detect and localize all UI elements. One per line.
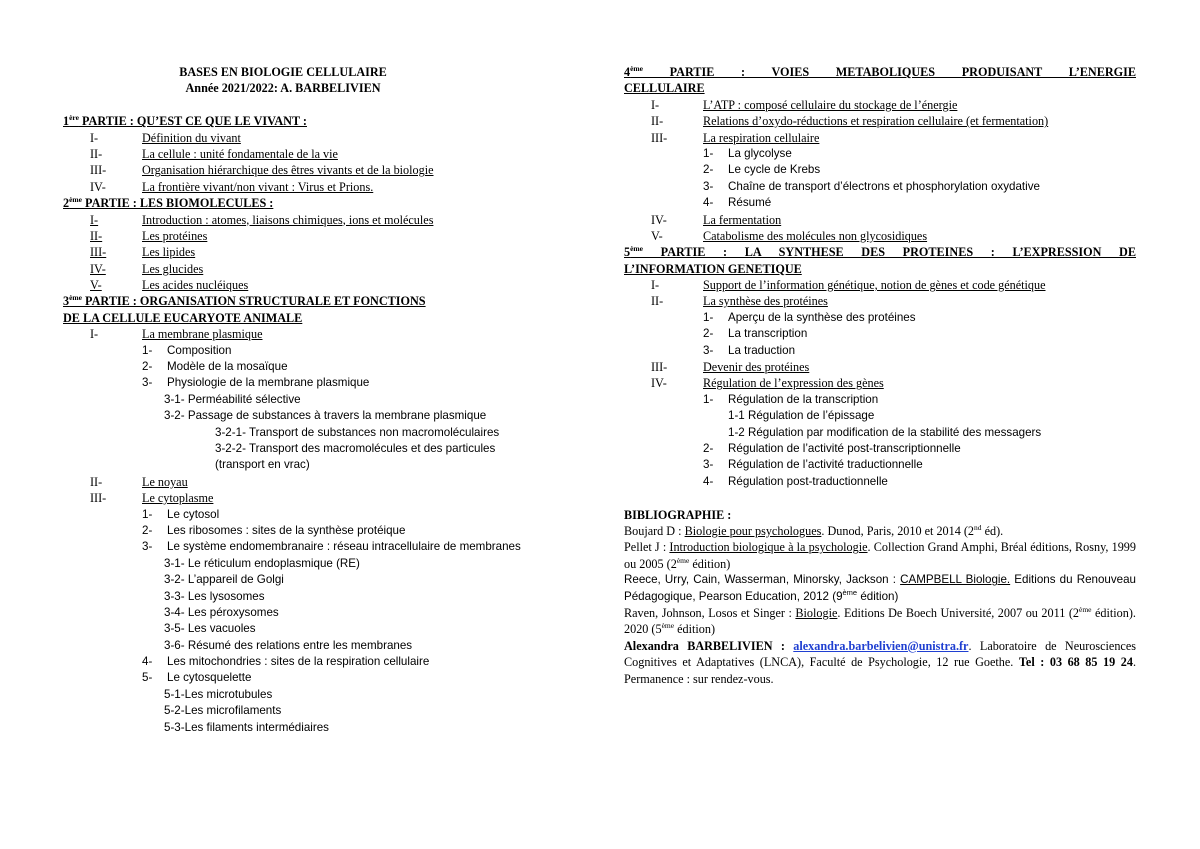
- part4-item[interactable]: I- L’ATP : composé cellulaire du stockage de l’énergie: [651, 97, 958, 112]
- skeleton-item[interactable]: 5-1-Les microtubules: [164, 687, 273, 701]
- membrane-item[interactable]: 2- Modèle de la mosaïque: [142, 360, 288, 374]
- endo-item[interactable]: 3-5- Les vacuoles: [164, 622, 256, 636]
- bibliography-ref: Reece, Urry, Cain, Wasserman, Minorsky, Jackson : CAMPBELL Biologie. Editions du Renouveau Pédagogique, Pearson Education, 2012 (9ème édition): [624, 573, 1136, 603]
- skeleton-item[interactable]: 5-2-Les microfilaments: [164, 704, 282, 718]
- part3-heading: 3ème PARTIE : ORGANISATION STRUCTURALE ET FONCTIONS: [63, 293, 426, 309]
- skeleton-item[interactable]: 5-3-Les filaments intermédiaires: [164, 720, 329, 734]
- part1-item[interactable]: II- La cellule : unité fondamentale de la vie: [90, 146, 338, 161]
- part2-heading: 2ème PARTIE : LES BIOMOLECULES :: [63, 195, 274, 211]
- part2-item[interactable]: II- Les protéines: [90, 228, 208, 243]
- part5-item[interactable]: III- Devenir des protéines: [651, 360, 810, 375]
- cyto-item[interactable]: 3- Le système endomembranaire : réseau intracellulaire de membranes: [142, 540, 521, 554]
- part3-section-membrane[interactable]: I- La membrane plasmique: [90, 327, 263, 342]
- reg-item[interactable]: 1- Régulation de la transcription: [703, 392, 879, 406]
- right-column: [624, 64, 1136, 687]
- email-link[interactable]: alexandra.barbelivien@unistra.fr: [793, 638, 969, 653]
- part1-item[interactable]: IV- La frontière vivant/non vivant : Virus et Prions.: [90, 179, 374, 194]
- part1-item[interactable]: I- Définition du vivant: [90, 130, 241, 145]
- reg-subitem[interactable]: 1-2 Régulation par modification de la stabilité des messagers: [728, 425, 1042, 439]
- resp-item[interactable]: 4- Résumé: [703, 196, 772, 210]
- resp-item[interactable]: 3- Chaîne de transport d’électrons et phosphorylation oxydative: [703, 179, 1040, 193]
- physio-item[interactable]: 3-1- Perméabilité sélective: [164, 392, 301, 406]
- membrane-item[interactable]: 1- Composition: [142, 343, 232, 357]
- reg-subitem[interactable]: 1-1 Régulation de l’épissage: [728, 409, 875, 423]
- endo-item[interactable]: 3-4- Les péroxysomes: [164, 605, 279, 619]
- part3-heading-cont: DE LA CELLULE EUCARYOTE ANIMALE: [63, 310, 303, 325]
- bibliography-heading: BIBLIOGRAPHIE :: [624, 507, 732, 522]
- endo-item[interactable]: 3-6- Résumé des relations entre les membranes: [164, 638, 413, 652]
- bibliography-ref: Pellet J : Introduction biologique à la psychologie. Collection Grand Amphi, Bréal éditions, Rosny, 1999 ou 2005 (2ème édition): [624, 540, 1136, 571]
- part2-item[interactable]: I- Introduction : atomes, liaisons chimiques, ions et molécules: [90, 212, 434, 227]
- endo-item[interactable]: 3-2- L’appareil de Golgi: [164, 573, 284, 587]
- cyto-item[interactable]: 1- Le cytosol: [142, 507, 220, 521]
- endo-item[interactable]: 3-3- Les lysosomes: [164, 589, 265, 603]
- part5-item[interactable]: I- Support de l’information génétique, notion de gènes et code génétique: [651, 278, 1046, 293]
- part4-item[interactable]: III- La respiration cellulaire: [651, 130, 820, 145]
- membrane-item[interactable]: 3- Physiologie de la membrane plasmique: [142, 376, 370, 390]
- part2-item[interactable]: IV- Les glucides: [90, 261, 204, 276]
- part2-item[interactable]: V- Les acides nucléiques: [90, 278, 249, 293]
- part5-item[interactable]: IV- Régulation de l’expression des gènes: [651, 376, 884, 391]
- part1-heading: 1ère PARTIE : QU’EST CE QUE LE VIVANT :: [63, 113, 307, 129]
- transport-item: (transport en vrac): [215, 458, 310, 472]
- part4-item[interactable]: V- Catabolisme des molécules non glycosidiques: [651, 228, 928, 243]
- reg-item[interactable]: 4- Régulation post-traductionnelle: [703, 474, 888, 488]
- bibliography-ref: Boujard D : Biologie pour psychologues. Dunod, Paris, 2010 et 2014 (2nd éd).: [624, 522, 1004, 538]
- reg-item[interactable]: 2- Régulation de l’activité post-transcriptionnelle: [703, 441, 961, 455]
- transport-item[interactable]: 3-2-1- Transport de substances non macromoléculaires: [215, 425, 500, 439]
- part5-item[interactable]: II- La synthèse des protéines: [651, 294, 828, 309]
- document-title: BASES EN BIOLOGIE CELLULAIRE: [179, 65, 387, 79]
- resp-item[interactable]: 2- Le cycle de Krebs: [703, 163, 821, 177]
- reg-item[interactable]: 3- Régulation de l’activité traductionnelle: [703, 458, 923, 472]
- physio-item[interactable]: 3-2- Passage de substances à travers la membrane plasmique: [164, 409, 487, 423]
- cyto-item[interactable]: 2- Les ribosomes : sites de la synthèse protéique: [142, 523, 406, 537]
- contact-info: Alexandra BARBELIVIEN : alexandra.barbelivien@unistra.fr. Laboratoire de Neurosciences Cognitives et Adaptatives (LNCA), Faculté de Psychologie, 12 rue Goethe. Tel : 03 68 85 19 24. Permanence : sur rendez-vous.: [624, 638, 1136, 686]
- resp-item[interactable]: 1- La glycolyse: [703, 146, 792, 160]
- bibliography-ref: Raven, Johnson, Losos et Singer : Biologie. Editions De Boech Université, 2007 ou 2011 (2ème édition). 2020 (5ème édition): [624, 604, 1136, 637]
- synth-item[interactable]: 3- La traduction: [703, 343, 796, 357]
- synth-item[interactable]: 1- Aperçu de la synthèse des protéines: [703, 310, 916, 324]
- endo-item[interactable]: 3-1- Le réticulum endoplasmique (RE): [164, 556, 360, 570]
- part5-heading: 5ème PARTIE : LA SYNTHESE DES PROTEINES : L’EXPRESSION DE: [624, 244, 1136, 260]
- part3-section-cytoplasme[interactable]: III- Le cytoplasme: [90, 491, 214, 506]
- part5-heading-cont: L’INFORMATION GENETIQUE: [624, 261, 802, 276]
- part3-section-noyau[interactable]: II- Le noyau: [90, 474, 188, 489]
- part1-item[interactable]: III- Organisation hiérarchique des êtres vivants et de la biologie: [90, 163, 434, 178]
- part4-item[interactable]: IV- La fermentation: [651, 212, 782, 227]
- document-subtitle: Année 2021/2022: A. BARBELIVIEN: [185, 81, 381, 96]
- cyto-item[interactable]: 5- Le cytosquelette: [142, 671, 252, 685]
- left-column: [63, 64, 521, 736]
- cyto-item[interactable]: 4- Les mitochondries : sites de la respiration cellulaire: [142, 655, 430, 669]
- part4-item[interactable]: II- Relations d’oxydo-réductions et respiration cellulaire (et fermentation): [651, 114, 1049, 129]
- synth-item[interactable]: 2- La transcription: [703, 327, 808, 341]
- transport-item[interactable]: 3-2-2- Transport des macromolécules et des particules: [215, 441, 496, 455]
- part4-heading: 4ème PARTIE : VOIES METABOLIQUES PRODUISANT L’ENERGIE: [624, 63, 1136, 79]
- part2-item[interactable]: III- Les lipides: [90, 245, 196, 260]
- part4-heading-cont: CELLULAIRE: [624, 81, 705, 96]
